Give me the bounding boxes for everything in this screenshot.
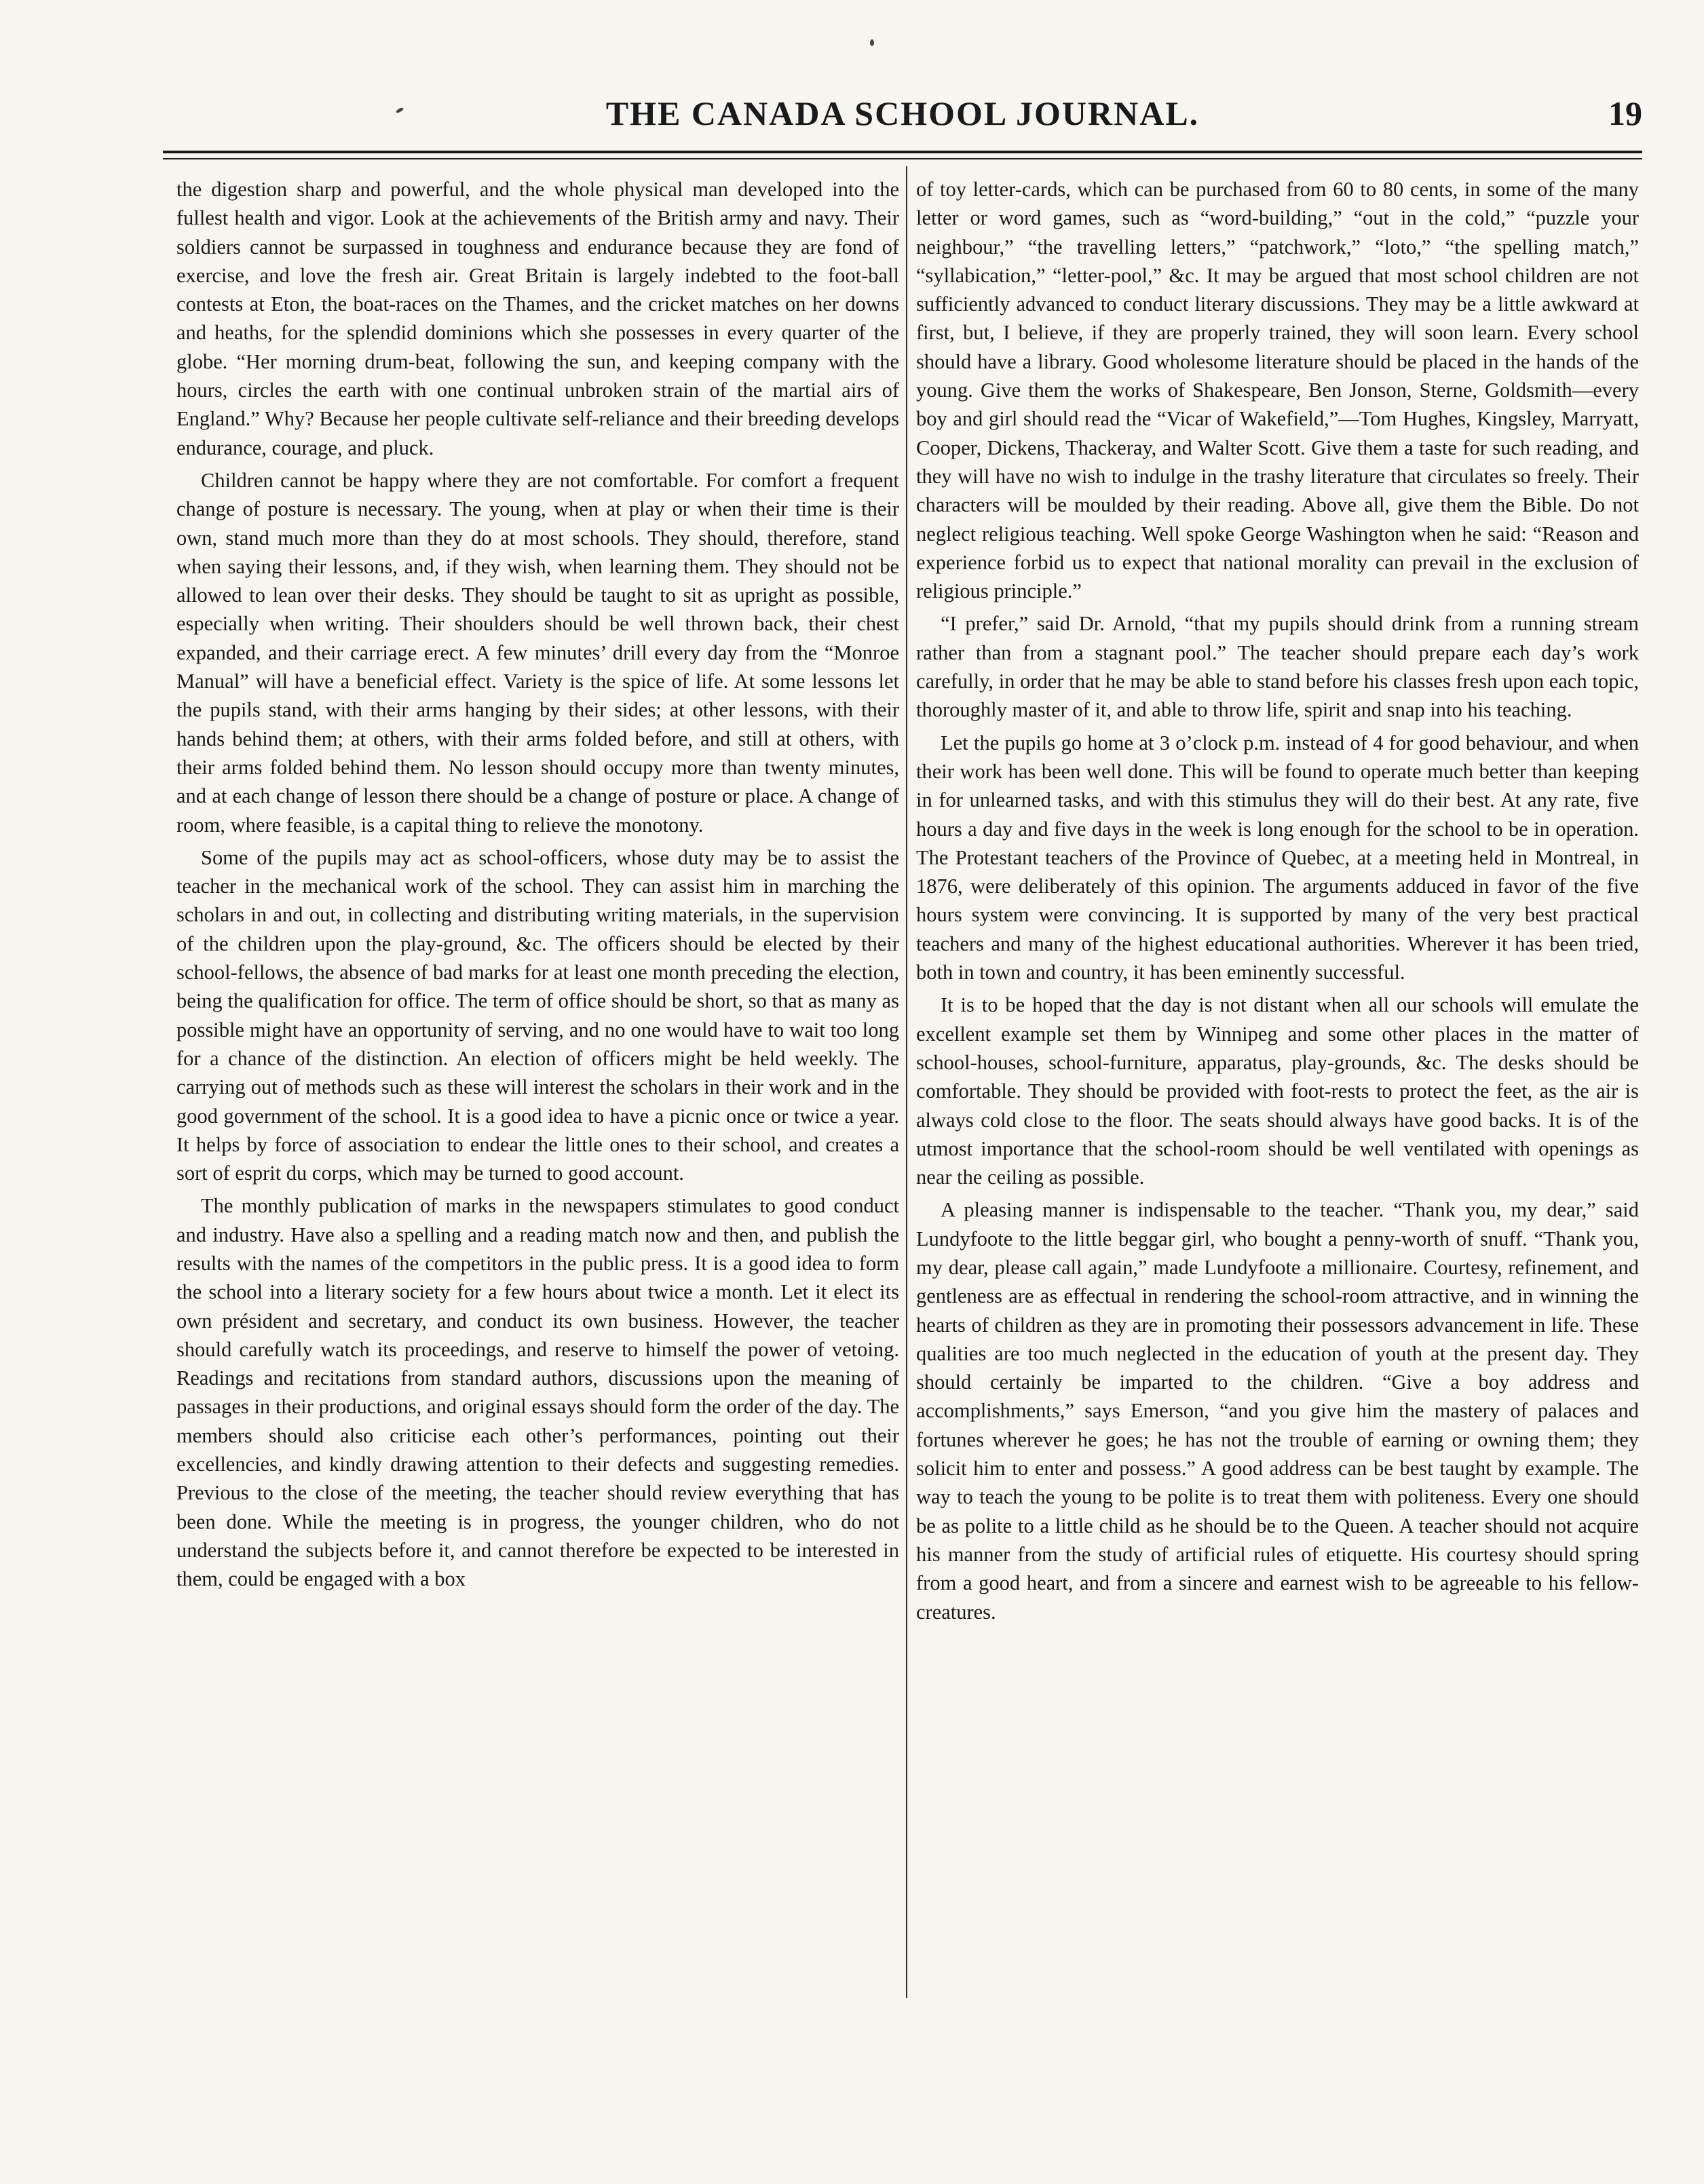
paragraph: Let the pupils go home at 3 o’clock p.m. instead of 4 for good behaviour, and when their work has been well done. This will be found to operate much better than keeping in for unlearned tasks, and with this stimulus they will do their best. At any rate, five hours a day and five days in the week is long enough for the school to be in operation. The Protestant teachers of the Province of Quebec, at a meeting held in Montreal, in 1876, were deliberately of this opinion. The arguments adduced in favor of the five hours system were convincing. It is supported by many of the very best practical teachers and many of the highest educational authorities. Wherever it has been tried, both in town and country, it has been eminently successful. [916,731,1639,984]
paragraph: The monthly publication of marks in the newspapers stimulates to good conduct and industry. Have also a spelling and a reading match now and then, and publish the results with the names of the competitors in the public press. It is a good idea to form the school into a literary society for a few hours about twice a month. Let it elect its own président and secretary, and conduct its own business. However, the teacher should carefully watch its proceedings, and reserve to himself the power of vetoing. Readings and recitations from standard authors, discussions upon the meaning of passages in their productions, and original essays should form the order of the day. The members should also criticise each other’s performances, pointing out their excellencies, and kindly drawing attention to their defects and suggesting remedies. Previous to the close of the meeting, the teacher should review everything that has been done. While the meeting is in progress, the younger children, who do not understand the subjects before it, and cannot therefore be expected to be interested in them, could be engaged with a box [176,1194,899,1591]
page-number: 19 [1608,94,1642,132]
paragraph: of toy letter-cards, which can be purchased from 60 to 80 cents, in some of the many letter or word games, such as “word-building,” “out in the cold,” “puzzle your neighbour,” “the travelling letters,” “patchwork,” “loto,” “the spelling match,” “syllabication,” “letter-pool,” &c. It may be argued that most school children are not sufficiently advanced to conduct literary discussions. They may be a little awkward at first, but, I believe, if they are properly trained, they will soon learn. Every school should have a library. Good wholesome literature should be placed in the hands of the young. Give them the works of Shakespeare, Ben Jonson, Sterne, Goldsmith—every boy and girl should read the “Vicar of Wakefield,”—Tom Hughes, Kingsley, Marryatt, Cooper, Dickens, Thackeray, and Walter Scott. Give them a taste for such reading, and they will have no wish to indulge in the trashy literature that circulates so freely. Their characters will be moulded by their reading. Above all, give them the Bible. Do not neglect religious teaching. Well spoke George Washington when he said: “Reason and experience forbid us to expect that national morality can prevail in the exclusion of religious principle.” [916,178,1639,603]
paragraph: the digestion sharp and powerful, and the whole physical man developed into the fullest health and vigor. Look at the achievements of the British army and navy. Their soldiers cannot be surpassed in toughness and endurance because they are fond of exercise, and love the fresh air. Great Britain is largely indebted to the foot-ball contests at Eton, the boat-races on the Thames, and the cricket matches on her downs and heaths, for the splendid dominions which she possesses in every quarter of the globe. “Her morning drum-beat, following the sun, and keeping company with the hours, circles the earth with one continual unbroken strain of the martial airs of England.” Why? Because her people cultivate self-reliance and their breeding develops endurance, courage, and pluck. [176,178,899,459]
column-divider [906,166,907,1998]
paragraph: A pleasing manner is indispensable to the teacher. “Thank you, my dear,” said Lundyfoote to the little beggar girl, who bought a penny-worth of snuff. “Thank you, my dear, please call again,” made Lundyfoote a millionaire. Courtesy, refinement, and gentleness are as effectual in rendering the school-room attractive, and in winning the hearts of children as they are in promoting their possessors advancement in life. These qualities are too much neglected in the education of youth at the present day. They should certainly be imparted to the children. “Give a boy address and accomplishments,” says Emerson, “and you give him the mastery of palaces and fortunes wherever he goes; he has not the trouble of earning or owning them; they solicit him to enter and possess.” A good address can be best taught by example. The way to teach the young to be polite is to treat them with politeness. Every one should be as polite to a little child as he should be to the Queen. A teacher should not acquire his manner from the study of artificial rules of etiquette. His courtesy should spring from a good heart, and from a sincere and earnest wish to be agreeable to his fellow-creatures. [916,1198,1639,1624]
journal-title: THE CANADA SCHOOL JOURNAL. [605,94,1200,132]
paragraph: Children cannot be happy where they are not comfortable. For comfort a frequent change of posture is necessary. The young, when at play or when their time is their own, stand much more than they do at most schools. They should, therefore, stand when saying their lessons, and, if they wish, when learning them. They should not be allowed to lean over their desks. They should be taught to sit as upright as possible, especially when writing. Their shoulders should be well thrown back, their chest expanded, and their carriage erect. A few minutes’ drill every day from the “Monroe Manual” will have a beneficial effect. Variety is the spice of life. At some lessons let the pupils stand, with their arms hanging by their sides; at other lessons, with their hands behind them; at others, with their arms folded before, and still at others, with their arms folded behind them. No lesson should occupy more than twenty minutes, and at each change of lesson there should be a change of posture or place. A change of room, where feasible, is a capital thing to relieve the monotony. [176,468,899,837]
paragraph: Some of the pupils may act as school-officers, whose duty may be to assist the teacher in the mechanical work of the school. They can assist him in marching the scholars in and out, in collecting and distributing writing materials, in the supervision of the children upon the play-ground, &c. The officers should be elected by their school-fellows, the absence of bad marks for at least one month preceding the election, being the qualification for office. The term of office should be short, so that as many as possible might have an opportunity of serving, and no one would have to wait too long for a chance of the distinction. An election of officers might be held weekly. The carrying out of methods such as these will interest the scholars in their work and in the good government of the school. It is a good idea to have a picnic once or twice a year. It helps by force of association to endear the little ones to their school, and creates a sort of esprit du corps, which may be turned to good account. [176,845,899,1185]
header-rule-thin [163,158,1642,159]
right-column [916,175,1639,2143]
page-header [163,94,1642,141]
left-column [176,175,899,2143]
paragraph: It is to be hoped that the day is not distant when all our schools will emulate the excellent example set them by Winnipeg and some other places in the matter of school-houses, school-furniture, apparatus, play-grounds, &c. The desks should be comfortable. They should be provided with foot-rests to protect the feet, as the air is always cold close to the floor. The seats should always have good backs. It is of the utmost importance that the school-room should be well ventilated with openings as near the ceiling as possible. [916,993,1639,1189]
ink-mark [870,39,874,46]
header-rule [163,151,1642,153]
paragraph: “I prefer,” said Dr. Arnold, “that my pupils should drink from a running stream rather than from a stagnant pool.” The teacher should prepare each day’s work carefully, in order that he may be able to stand before his classes fresh upon each topic, thoroughly master of it, and able to throw life, spirit and snap into his teaching. [916,612,1639,722]
